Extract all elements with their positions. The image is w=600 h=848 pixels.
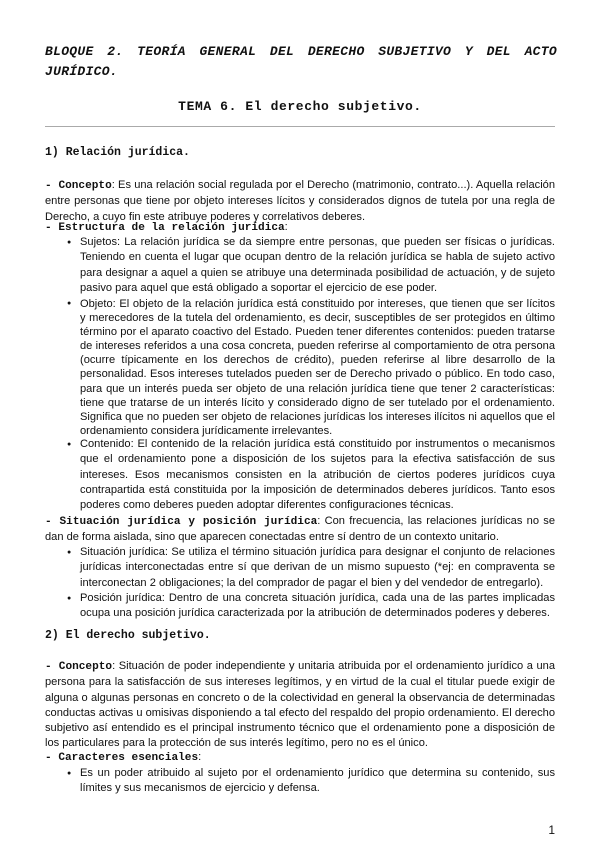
topic-title: TEMA 6. El derecho subjetivo. <box>178 99 422 114</box>
concepto-label: - Concepto <box>45 180 112 192</box>
caracteres-heading <box>45 750 555 766</box>
document-title: BLOQUE 2. TEORÍA GENERAL DEL DERECHO SUBJETIVO Y DEL ACTO JURÍDICO. <box>45 44 557 79</box>
divider <box>45 126 555 127</box>
section-heading-relacion: 1) Relación jurídica. <box>45 146 190 159</box>
estructura-heading <box>45 220 555 236</box>
concepto2-paragraph <box>45 659 555 752</box>
list-item-caracter: ● Es un poder atribuido al sujeto por el ordenamiento jurídico que determina su contenido, sus límites y sus mecanismos de ejercicio y defensa. <box>80 766 555 797</box>
situacion-paragraph <box>45 514 555 546</box>
list-item-posicion: ● Posición jurídica: Dentro de una concreta situación jurídica, cada una de las partes implicadas ocupa una posición jurídica caracterizada por la atribución de determinados poderes y deberes. <box>80 591 555 622</box>
concepto-text: : Es una relación social regulada por el Derecho (matrimonio, contrato...). Aquella relación entre personas que tiene por objeto intereses lícitos y considerados dignos de tutela por una regla de Derecho, a cuyo fin este atribuye poderes y correlativos deberes. <box>45 179 556 223</box>
concepto2-label: - Concepto <box>45 661 113 673</box>
list-item-objeto: ● Objeto: El objeto de la relación jurídica está constituido por intereses, que tienen que ser lícitos y merecedores de la tutela del ordenamiento, es decir, susceptibles de ser protegidos en último término por el aparato coactivo del Estado. Pueden tener diferentes contenidos: pueden tratarse de intereses referidos a una cosa concreta, pueden referirse al comportamiento de otra persona (ocurre típicamente en los derechos de crédito), pueden referirse al libre desarrollo de la personalidad. Esos intereses tutelados pueden ser de Derecho privado o público. En todo caso, para que un interés pueda ser objeto de una relación jurídica tiene que tener 2 características: tiene que tratarse de un interés lícito y considerado digno de ser tutelado por el ordenamiento. Significa que no pueden ser objeto de relaciones jurídicas los intereses ilícitos ni aquellos que el ordenamiento considera jurídicamente irrelevantes. <box>80 297 555 438</box>
list-item-sujetos: ● Sujetos: La relación jurídica se da siempre entre personas, que pueden ser físicas o jurídicas. Teniendo en cuenta el lugar que ocupan dentro de la relación jurídica se habla de sujeto activo para designar a aquel a quien se atribuye una determinada posibilidad de actuación, y de sujeto pasivo para aquel que está obligado a soportar el ejercicio de ese poder. <box>80 235 555 296</box>
caracteres-label: - Caracteres esenciales <box>45 752 199 764</box>
section-heading-derecho-subjetivo: 2) El derecho subjetivo. <box>45 629 211 642</box>
list-item-contenido: ● Contenido: El contenido de la relación jurídica está constituido por instrumentos o mecanismos que el ordenamiento pone a disposición de los sujetos para la efectiva satisfacción de sus intereses. Esos mecanismos consisten en la atribución de ciertos poderes jurídicos cuya contrapartida está constituida por la imposición de determinados deberes jurídicos. Tanto esos poderes como deberes pueden adoptar diferentes configuraciones técnicas. <box>80 437 555 513</box>
concepto2-text: : Situación de poder independiente y unitaria atribuida por el ordenamiento jurídico a una persona para la satisfacción de sus intereses legítimos, y en virtud de la cual el titular puede exigir de alguna o algunas personas en concreto o de la colectividad en general la observancia de determinadas conductas activas u omisivas disponiendo a tal efecto del respaldo del propio ordenamiento. El derecho subjetivo así entendido es el principal instrumento técnico que el ordenamiento pone a disposición de los particulares para la protección de sus interés legítimo, pero no es el único. <box>45 660 555 750</box>
estructura-colon: : <box>284 221 288 233</box>
caracteres-colon: : <box>198 751 202 763</box>
concepto-paragraph <box>45 178 555 225</box>
estructura-label: - Estructura de la relación jurídica <box>45 222 285 234</box>
situacion-text: : Con frecuencia, las relaciones jurídicas no se dan de forma aislada, sino que aparecen conectadas entre sí dentro de un contexto unitario. <box>45 515 556 544</box>
page-number: 1 <box>548 823 555 837</box>
situacion-label: - Situación jurídica y posición jurídica <box>45 516 318 528</box>
list-item-situacion: ● Situación jurídica: Se utiliza el término situación jurídica para designar el conjunto de relaciones jurídicas interconectadas entre sí que derivan de un mismo supuesto (*ej: en compraventa se interconectan 2 obligaciones; la del comprador de pagar el bien y del vendedor de entregarlo). <box>80 545 555 591</box>
